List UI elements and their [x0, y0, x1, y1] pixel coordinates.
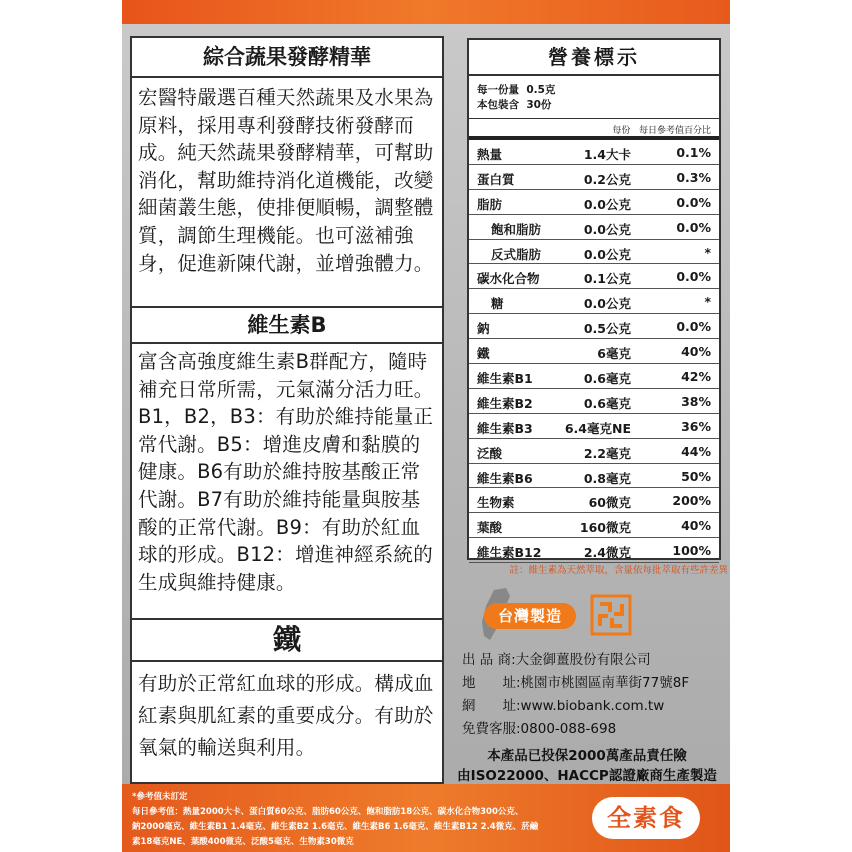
section-body-fermentation: 宏醫特嚴選百種天然蔬果及水果為原料，採用專利發酵技術發酵而成。純天然蔬果發酵精華，可幫助消化，幫助維持消化道機能，改變細菌叢生態，使排便順暢，調整體質，調節生理機能。也可滋補強身，促進新陳代謝，並增強體力。 [138, 86, 434, 275]
nutrition-row [469, 464, 719, 489]
nutrition-row [469, 140, 719, 165]
nutrient-amount: 1.4大卡 [583, 147, 631, 162]
product-description-panel [130, 36, 444, 784]
nutrient-name: 鐵 [477, 346, 490, 362]
section-body-vitamin-b: 富含高強度維生素B群配方，隨時補充日常所需，元氣滿分活力旺。B1，B2，B3：有助於維持能量正常代謝。B5：增進皮膚和黏膜的健康。B6有助於維持胺基酸正常代謝。B7有助於維持能量與胺基酸的正常代謝。B9：有助於紅血球的形成。B12：增進神經系統的生成與維持健康。 [138, 350, 434, 594]
nutrient-name: 葉酸 [477, 520, 503, 536]
nutrient-name: 維生素B6 [477, 470, 533, 486]
nutrition-rows [469, 136, 719, 563]
section-heading-vitamin-b: 維生素B [132, 306, 442, 344]
nutrition-row [469, 488, 719, 513]
maker-info: 出 品 商:大金御薑股份有限公司 [462, 652, 651, 668]
nutrient-daily-pct: * [704, 244, 711, 260]
section-body-iron: 有助於正常紅血球的形成。構成血紅素與肌紅素的重要成分。有助於氧氣的輸送與利用。 [138, 672, 434, 759]
nutrient-daily-pct: 50% [681, 468, 711, 484]
nutrient-amount: 0.6毫克 [583, 371, 631, 387]
nutrient-name: 反式脂肪 [491, 246, 542, 262]
nutrition-row [469, 289, 719, 314]
footer-note: *參考值未訂定 [132, 792, 188, 802]
certification-statement: 由ISO22000、HACCP認證廠商生產製造 [457, 768, 717, 784]
insurance-statement: 本產品已投保2000萬產品責任險 [487, 748, 687, 764]
nutrition-title: 營養標示 [469, 40, 719, 76]
nutrient-daily-pct: 200% [672, 493, 711, 509]
address-info: 地 址:桃園市桃園區南華街77號8F [462, 675, 690, 691]
nutrient-amount: 0.0公克 [583, 221, 631, 237]
nutrient-daily-pct: 40% [681, 518, 711, 534]
nutrient-amount: 0.8毫克 [583, 470, 631, 486]
nutrient-daily-pct: * [704, 294, 711, 310]
nutrient-name: 碳水化合物 [477, 271, 540, 287]
nutrition-row [469, 314, 719, 339]
footer-daily-values-2: 鈉2000毫克、維生素B1 1.4毫克、維生素B2 1.6毫克、維生素B6 1.6毫克、維生素B12 2.4微克、菸鹼 [132, 822, 539, 832]
nutrient-name: 糖 [491, 296, 504, 312]
recycle-icon [590, 594, 632, 636]
nutrient-name: 熱量 [477, 147, 503, 162]
nutrient-daily-pct: 100% [672, 543, 711, 559]
nutrient-name: 脂肪 [477, 196, 503, 212]
nutrition-row [469, 339, 719, 364]
nutrition-facts-panel [467, 38, 721, 560]
nutrient-amount: 6.4毫克NE [564, 420, 631, 436]
nutrient-amount: 0.0公克 [583, 296, 631, 312]
nutrition-row [469, 165, 719, 190]
section-heading-iron: 鐵 [132, 618, 442, 662]
nutrient-name: 鈉 [477, 321, 490, 337]
nutrient-amount: 2.2毫克 [583, 445, 631, 461]
nutrient-amount: 0.2公克 [583, 171, 631, 187]
nutrient-daily-pct: 0.1% [676, 145, 711, 160]
nutrient-daily-pct: 38% [681, 393, 711, 409]
nutrient-name: 蛋白質 [477, 171, 515, 187]
nutrition-row [469, 538, 719, 563]
nutrition-column-headers: 每份 每日參考值百分比 [469, 118, 719, 136]
nutrient-amount: 0.5公克 [583, 321, 631, 337]
hotline-info: 免費客服:0800-088-698 [462, 721, 617, 737]
nutrition-row [469, 513, 719, 538]
nutrition-row [469, 215, 719, 240]
nutrient-daily-pct: 44% [681, 443, 711, 459]
nutrient-daily-pct: 42% [681, 369, 711, 385]
nutrient-amount: 0.0公克 [583, 196, 631, 212]
servings-per-pack: 本包裝含 30份 [477, 99, 552, 111]
nutrition-row [469, 240, 719, 265]
nutrition-row [469, 414, 719, 439]
nutrient-amount: 60微克 [588, 495, 631, 511]
vegan-badge: 全素食 [592, 797, 700, 839]
nutrition-row [469, 389, 719, 414]
nutrient-name: 泛酸 [477, 445, 503, 461]
made-in-taiwan-badge: 台灣製造 [484, 603, 576, 629]
nutrient-amount: 160微克 [579, 520, 631, 536]
nutrient-amount: 0.0公克 [583, 246, 631, 262]
nutrient-amount: 0.1公克 [583, 271, 631, 287]
nutrition-row [469, 190, 719, 215]
nutrient-name: 維生素B1 [477, 371, 533, 387]
footer-daily-values-3: 素18毫克NE、葉酸400微克、泛酸5毫克、生物素30微克 [132, 837, 354, 847]
nutrient-daily-pct: 0.0% [676, 319, 711, 335]
website-link[interactable]: 網 址:www.biobank.com.tw [462, 698, 665, 714]
nutrition-note: 註：維生素為天然萃取，含量依每批萃取有些許差異 [509, 565, 728, 576]
serving-size: 每一份量 0.5克 [477, 84, 556, 96]
nutrient-amount: 6毫克 [597, 346, 631, 362]
nutrient-daily-pct: 36% [681, 418, 711, 434]
nutrient-daily-pct: 0.0% [676, 219, 711, 235]
nutrition-row [469, 439, 719, 464]
nutrient-name: 維生素B3 [477, 420, 533, 436]
nutrient-daily-pct: 0.3% [676, 169, 711, 185]
nutrient-name: 維生素B2 [477, 395, 533, 411]
nutrient-amount: 0.6毫克 [583, 395, 631, 411]
nutrient-daily-pct: 0.0% [676, 269, 711, 285]
top-orange-band [122, 0, 730, 24]
nutrient-amount: 2.4微克 [583, 545, 631, 561]
nutrient-name: 飽和脂肪 [491, 221, 542, 237]
nutrient-name: 維生素B12 [477, 545, 542, 561]
nutrition-row [469, 264, 719, 289]
footer-daily-values-1: 每日參考值：熱量2000大卡、蛋白質60公克、脂肪60公克、飽和脂肪18公克、碳水化合物300公克、 [132, 807, 524, 817]
nutrient-name: 生物素 [477, 495, 515, 511]
nutrient-daily-pct: 0.0% [676, 194, 711, 210]
nutrition-row [469, 364, 719, 389]
nutrient-daily-pct: 40% [681, 344, 711, 360]
section-heading-fermentation: 綜合蔬果發酵精華 [132, 38, 442, 78]
